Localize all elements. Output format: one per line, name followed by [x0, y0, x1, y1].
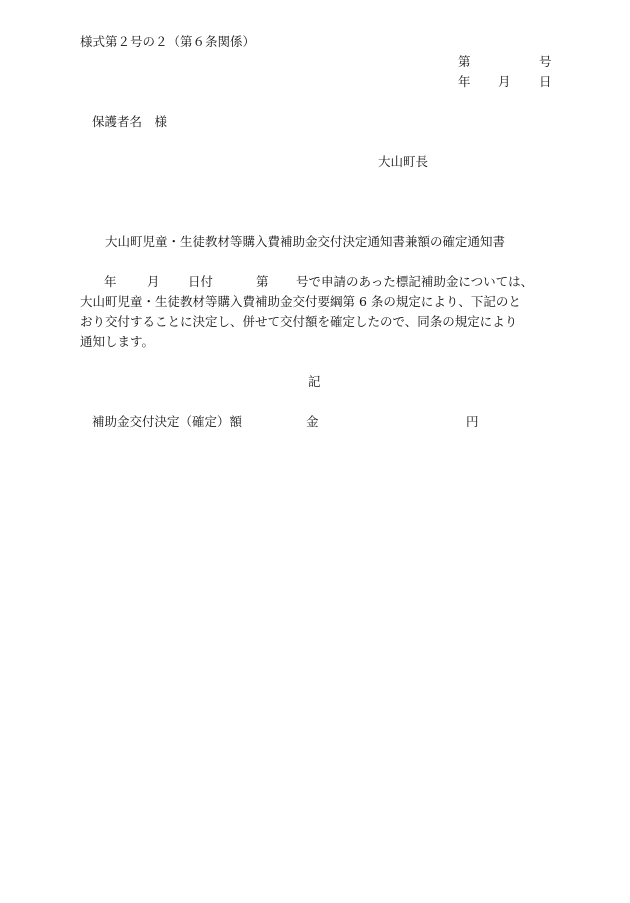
date-month: 月 — [498, 74, 511, 89]
issuer: 大山町長 — [378, 154, 429, 169]
body-line-3: おり交付することに決定し、併せて交付額を確定したので、同条の規定により — [80, 314, 518, 329]
doc-number-prefix: 第 — [458, 54, 471, 69]
body-number-prefix: 第 — [256, 274, 269, 289]
form-number: 様式第２号の２（第６条関係） — [80, 34, 256, 49]
body-line-2: 大山町児童・生徒教材等購入費補助金交付要綱第 6 条の規定により、下記のと — [80, 294, 521, 309]
amount-unit: 円 — [466, 414, 479, 429]
amount-prefix: 金 — [306, 414, 319, 429]
body-day: 日付 — [188, 274, 214, 289]
body-month: 月 — [147, 274, 160, 289]
addressee: 保護者名 様 — [92, 114, 168, 129]
date-year: 年 — [458, 74, 471, 89]
date-day: 日 — [539, 74, 552, 89]
document-title: 大山町児童・生徒教材等購入費補助金交付決定通知書兼額の確定通知書 — [105, 234, 506, 249]
body-year: 年 — [104, 274, 117, 289]
doc-number-suffix: 号 — [539, 54, 552, 69]
body-line-4: 通知します。 — [80, 334, 155, 349]
body-line-1-rest: 号で申請のあった標記補助金については、 — [296, 274, 534, 289]
amount-label: 補助金交付決定（確定）額 — [92, 414, 243, 429]
note-heading: 記 — [308, 374, 321, 389]
